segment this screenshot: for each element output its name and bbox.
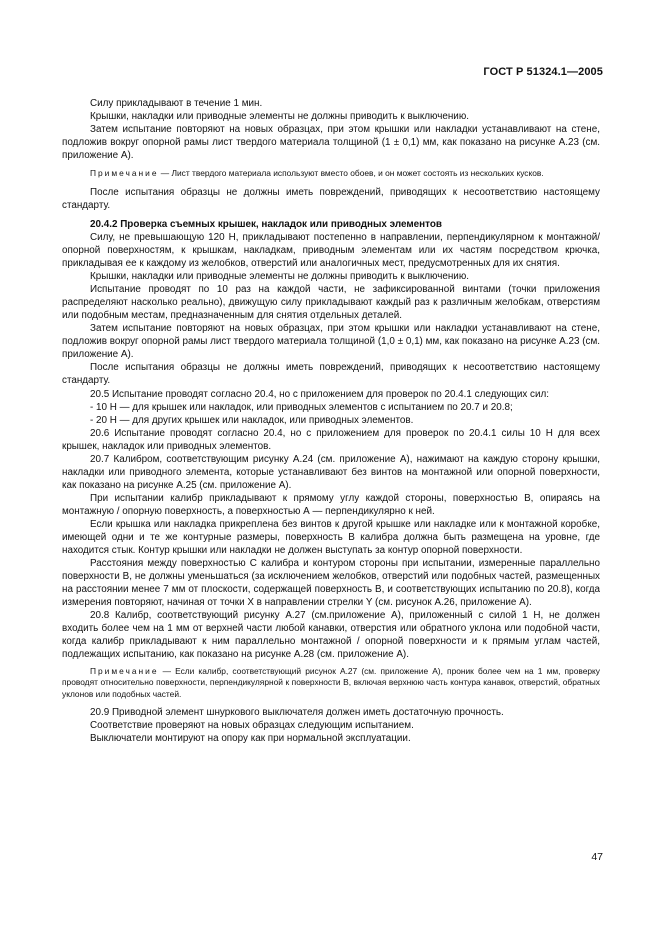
body-paragraph: Затем испытание повторяют на новых образцах, при этом крышки или накладки устанавливают на стене, подложив вокруг опорной рамы лист твердого материала толщиной (1 ± 0,1) мм, как показано на рисунке А.23 (см. приложение А). <box>62 124 600 162</box>
body-paragraph: При испытании калибр прикладывают к прямому углу каждой стороны, поверхностью В, опираясь на монтажную / опорную поверхность, а поверхностью А — перпендикулярно к ней. <box>62 492 600 517</box>
body-paragraph: 20.5 Испытание проводят согласно 20.4, но с приложением для проверок по 20.4.1 следующих сил: <box>90 388 550 400</box>
note-text: — Лист твердого материала используют вместо обоев, и он может состоять из нескольких кусков. <box>158 168 544 179</box>
body-paragraph: После испытания образцы не должны иметь повреждений, приводящих к несоответствию настоящему стандарту. <box>62 362 600 387</box>
body-paragraph: Крышки, накладки или приводные элементы не должны приводить к выключению. <box>90 111 469 123</box>
section-heading: 20.4.2 Проверка съемных крышек, накладок или приводных элементов <box>90 218 442 230</box>
document-body <box>62 97 600 745</box>
body-paragraph: - 20 Н — для других крышек или накладок, или приводных элементов. <box>90 414 414 426</box>
body-paragraph: Силу, не превышающую 120 Н, прикладывают постепенно в направлении, перпендикулярном к монтажной/опорной поверхностям, к крышкам, накладкам, приводным элементам или их частям посредством крючка, прикладывая ее к каждому из желобков, отверстий или аналогичных мест, предусмотренных для их снятия. <box>62 231 600 270</box>
body-paragraph: - 10 Н — для крышек или накладок, или приводных элементов с испытанием по 20.7 и 20.8; <box>90 401 513 413</box>
standard-header: ГОСТ Р 51324.1—2005 <box>483 66 603 78</box>
note-label: Примечание <box>90 168 159 179</box>
body-paragraph: Испытание проводят по 10 раз на каждой части, не зафиксированной винтами (точки приложения распределяют насколько реально), движущую силу прикладывают каждый раз к различным желобкам, отверстиям или подобным местам, предназначенным для снятия отдельных деталей. <box>62 284 600 322</box>
body-paragraph: Если крышка или накладка прикреплена без винтов к другой крышке или накладке или к монтажной коробке, имеющей одни и те же контурные размеры, поверхность В калибра должна быть размещена на уровне, где находится стык. Контур крышки или накладки не должен выступать за контур опорной поверхности. <box>62 519 600 557</box>
body-paragraph: Силу прикладывают в течение 1 мин. <box>90 98 263 109</box>
body-paragraph: Выключатели монтируют на опору как при нормальной эксплуатации. <box>90 733 411 745</box>
note-paragraph <box>62 168 600 180</box>
note-paragraph <box>62 666 600 701</box>
body-paragraph: Соответствие проверяют на новых образцах следующим испытанием. <box>90 720 414 732</box>
body-paragraph: Затем испытание повторяют на новых образцах, при этом крышки или накладки устанавливают на стене, подложив вокруг опорной рамы лист твердого материала толщиной (1,0 ± 0,1) мм, как показано на рисунке А.23 (см. приложение А). <box>62 323 600 361</box>
note-text: — Если калибр, соответствующий рисунок А.27 (см. приложение А), проник более чем на 1 мм, проверку проводят относительно поверхности, перпендикулярной к поверхности В, включая верхнюю часть контура канавок, отверстий, обратных уклонов или подобных частей. <box>62 665 600 699</box>
body-paragraph: Крышки, накладки или приводные элементы не должны приводить к выключению. <box>90 271 469 283</box>
body-paragraph: После испытания образцы не должны иметь повреждений, приводящих к несоответствию настоящему стандарту. <box>62 186 600 211</box>
note-label: Примечание <box>90 665 159 676</box>
body-paragraph: 20.8 Калибр, соответствующий рисунку А.27 (см.приложение А), приложенный с силой 1 Н, не должен входить более чем на 1 мм от верхней части любой канавки, отверстия или обратного уклона или подобной части, когда калибр прикладывают к ним параллельно монтажной / опорной поверхности и к прямым углам частей, подлежащих испытанию, как показано на рисунке А.28 (см. приложение А). <box>62 610 600 661</box>
body-paragraph: 20.6 Испытание проводят согласно 20.4, но с приложением для проверок по 20.4.1 силы 10 Н для всех крышек, накладок или приводных элементов. <box>62 427 600 452</box>
body-paragraph: Расстояния между поверхностью С калибра и контуром стороны при испытании, измеренные параллельно поверхности В, не должны уменьшаться (за исключением желобков, отверстий или подобных частей, размещенных на расстоянии менее 7 мм от плоскости, содержащей поверхность В, и соответствующих испытанию по 20.8), когда измерения повторяют, начиная от точки Х в направлении стрелки Y (см. рисунок А.26, приложение А). <box>62 558 600 609</box>
page-number: 47 <box>591 851 603 863</box>
body-paragraph: 20.7 Калибром, соответствующим рисунку А.24 (см. приложение А), нажимают на каждую сторону крышки, накладки или приводного элемента, которые устанавливают без винтов на монтажной или опорной поверхности, как показано на рисунке А.25 (см. приложение А). <box>62 453 600 491</box>
body-paragraph: 20.9 Приводной элемент шнуркового выключателя должен иметь достаточную прочность. <box>90 707 504 719</box>
